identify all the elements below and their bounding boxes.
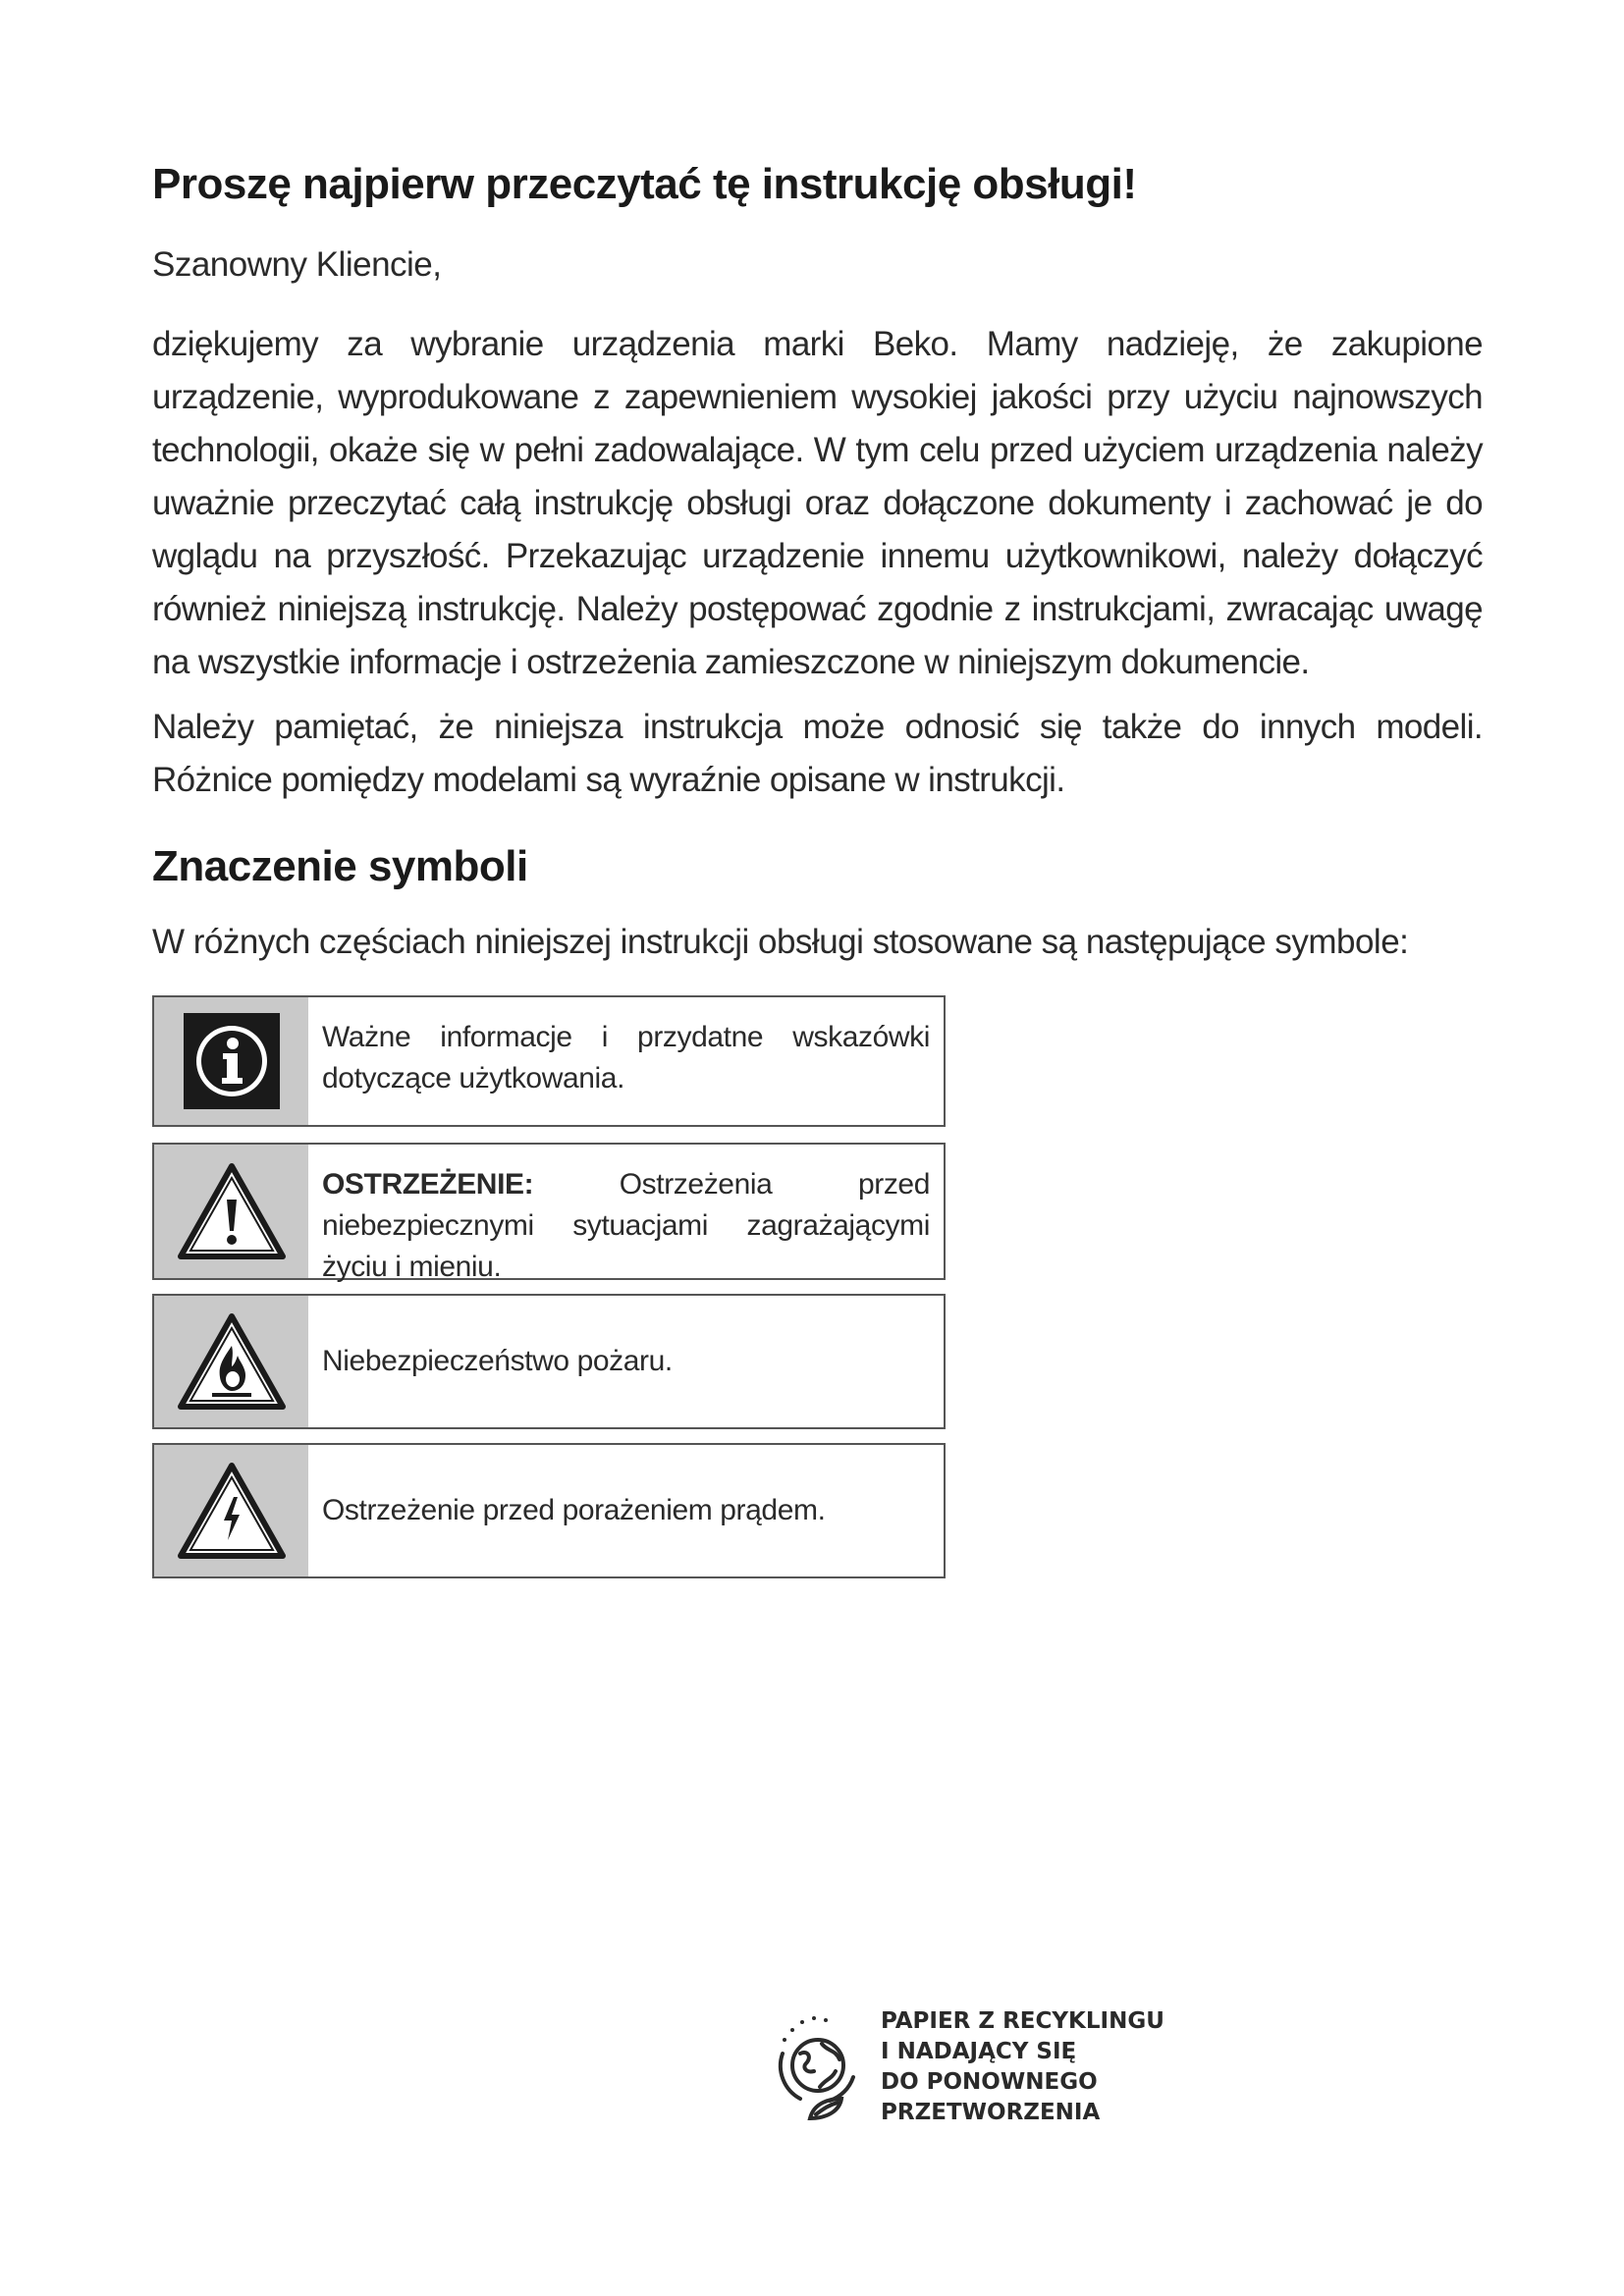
recycled-paper-icon (771, 2008, 869, 2126)
page-title: Proszę najpierw przeczytać tę instrukcję obsługi! (152, 160, 1137, 208)
warning-icon (154, 1145, 308, 1278)
symbols-heading: Znaczenie symboli (152, 842, 528, 890)
symbol-description-warning (308, 1145, 944, 1283)
info-icon (154, 997, 308, 1125)
recycling-line: DO PONOWNEGO (881, 2069, 1098, 2095)
symbol-description: Ostrzeżenie przed porażeniem prądem. (322, 1494, 826, 1526)
recycling-label (881, 2006, 1164, 2128)
symbol-row-info (152, 995, 946, 1127)
greeting: Szanowny Kliencie, (152, 245, 442, 284)
recycling-line: PRZETWORZENIA (881, 2100, 1101, 2125)
warning-text: Ostrzeżenia przed niebezpiecznymi sytuacjami zagrażającymi życiu i mieniu. (322, 1168, 930, 1283)
warning-label: OSTRZEŻENIE: (322, 1168, 534, 1201)
symbol-description: Niebezpieczeństwo pożaru. (322, 1345, 673, 1377)
intro-paragraph: dziękujemy za wybranie urządzenia marki Beko. Mamy nadzieję, że zakupione urządzenie, wyprodukowane z zapewnieniem wysokiej jakości przy użyciu najnowszych technologii, okaże się w pełni zadowalające. W tym celu przed użyciem urządzenia należy uważnie przeczytać całą instrukcję obsługi oraz dołączone dokumenty i zachować je do wglądu na przyszłość. Przekazując urządzenie innemu użytkownikowi, należy dołączyć również niniejszą instrukcję. Należy postępować zgodnie z instrukcjami, zwracając uwagę na wszystkie informacje i ostrzeżenia zamieszczone w niniejszym dokumencie. (152, 325, 1483, 681)
symbol-description: Ważne informacje i przydatne wskazówki dotyczące użytkowania. (322, 1021, 930, 1095)
symbol-row-fire (152, 1294, 946, 1429)
models-note-paragraph: Należy pamiętać, że niniejsza instrukcja może odnosić się także do innych modeli. Różnice pomiędzy modelami są wyraźnie opisane w instrukcji. (152, 708, 1483, 799)
fire-warning-icon (154, 1296, 308, 1427)
symbol-row-electric (152, 1443, 946, 1578)
recycling-mark (771, 2006, 1164, 2128)
recycling-line: I NADAJĄCY SIĘ (881, 2039, 1077, 2064)
recycling-line: PAPIER Z RECYKLINGU (881, 2008, 1164, 2034)
symbols-intro: W różnych częściach niniejszej instrukcji obsługi stosowane są następujące symbole: (152, 923, 1409, 961)
electric-shock-icon (154, 1445, 308, 1576)
symbol-row-warning (152, 1143, 946, 1283)
